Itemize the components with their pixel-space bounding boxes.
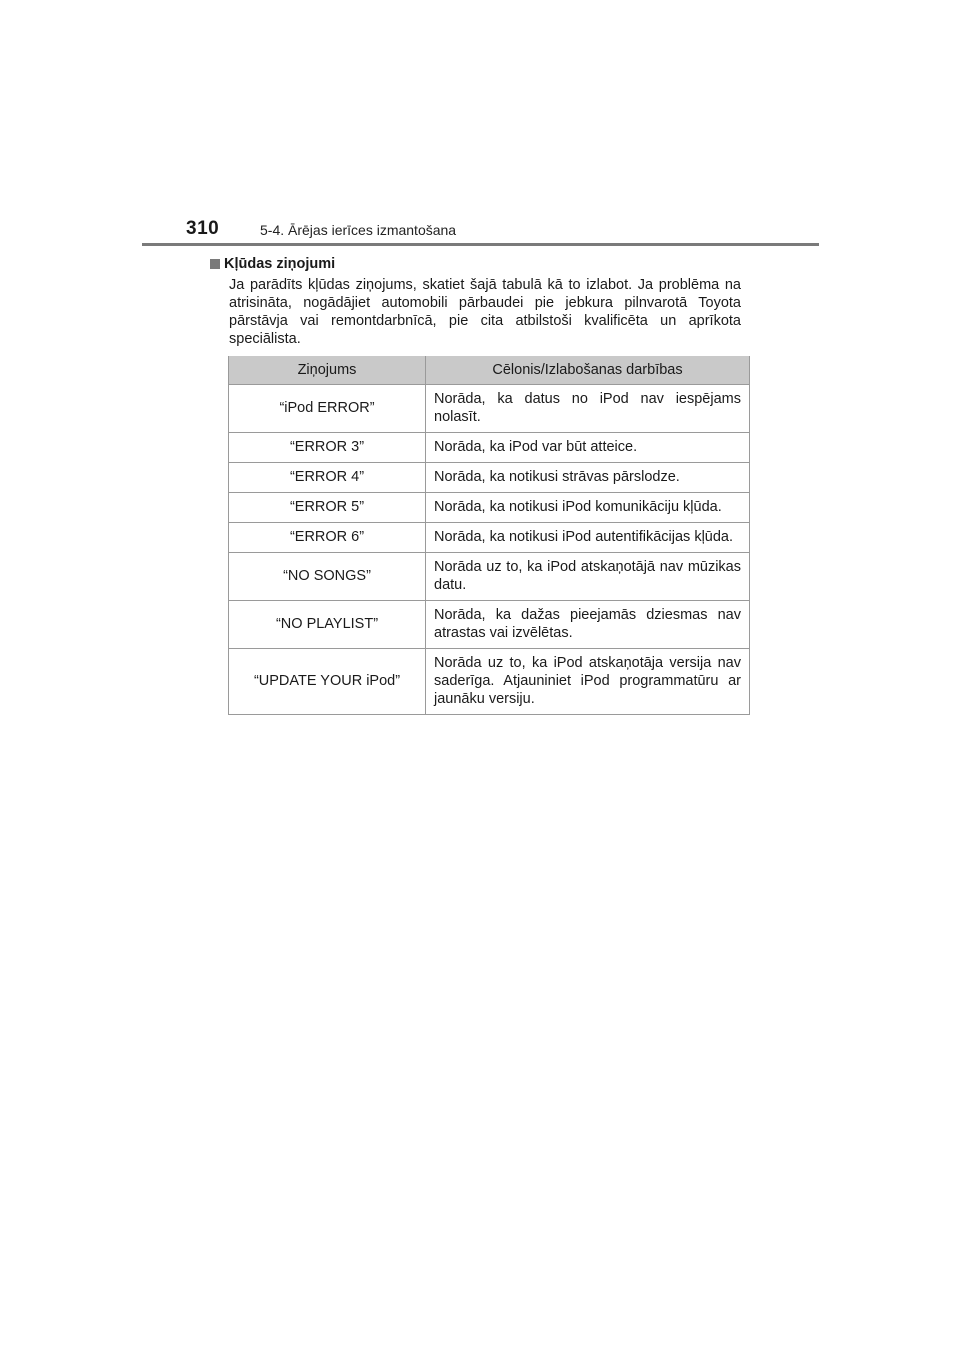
section-heading-text: Kļūdas ziņojumi <box>224 256 336 272</box>
message-cell: “UPDATE YOUR iPod” <box>229 649 426 715</box>
action-cell: Norāda, ka dažas pieejamās dziesmas nav atrastas vai izvēlētas. <box>426 601 750 649</box>
action-cell: Norāda, ka notikusi iPod komunikāciju kļūda. <box>426 493 750 523</box>
section-title: 5-4. Ārējas ierīces izmantošana <box>260 222 457 238</box>
action-cell: Norāda, ka notikusi strāvas pārslodze. <box>426 463 750 493</box>
message-cell: “ERROR 4” <box>229 463 426 493</box>
message-cell: “NO PLAYLIST” <box>229 601 426 649</box>
message-cell: “NO SONGS” <box>229 553 426 601</box>
intro-paragraph: Ja parādīts kļūdas ziņojums, skatiet šajā tabulā kā to izlabot. Ja problēma na atrisināta, nogādājiet automobili pārbaudei pie jebkura pilnvarotā Toyota pārstāvja vai remontdarbnīcā, pie cita atbilstoši kvalificēta un aprīkota speciālista. <box>229 277 741 347</box>
message-cell: “ERROR 5” <box>229 493 426 523</box>
action-cell: Norāda, ka iPod var būt atteice. <box>426 433 750 463</box>
action-cell: Norāda uz to, ka iPod atskaņotājā nav mūzikas datu. <box>426 553 750 601</box>
error-messages-table <box>228 356 750 715</box>
action-cell: Norāda uz to, ka iPod atskaņotāja versija nav saderīga. Atjauniniet iPod programmatūru ar jaunāku versiju. <box>426 649 750 715</box>
message-cell: “ERROR 3” <box>229 433 426 463</box>
table-row <box>229 649 750 715</box>
table-header-row <box>229 356 750 385</box>
table-row <box>229 385 750 433</box>
table-row <box>229 493 750 523</box>
message-cell: “ERROR 6” <box>229 523 426 553</box>
action-cell: Norāda, ka datus no iPod nav iespējams nolasīt. <box>426 385 750 433</box>
section-heading <box>210 256 335 272</box>
message-cell: “iPod ERROR” <box>229 385 426 433</box>
table-row <box>229 463 750 493</box>
table-row <box>229 523 750 553</box>
table-row <box>229 433 750 463</box>
action-cell: Norāda, ka notikusi iPod autentifikācijas kļūda. <box>426 523 750 553</box>
table-row <box>229 601 750 649</box>
header-divider <box>142 243 819 246</box>
square-bullet-icon <box>210 259 220 269</box>
column-header-action: Cēlonis/Izlabošanas darbības <box>426 356 750 385</box>
column-header-message: Ziņojums <box>229 356 426 385</box>
table-row <box>229 553 750 601</box>
page-number: 310 <box>186 218 220 239</box>
